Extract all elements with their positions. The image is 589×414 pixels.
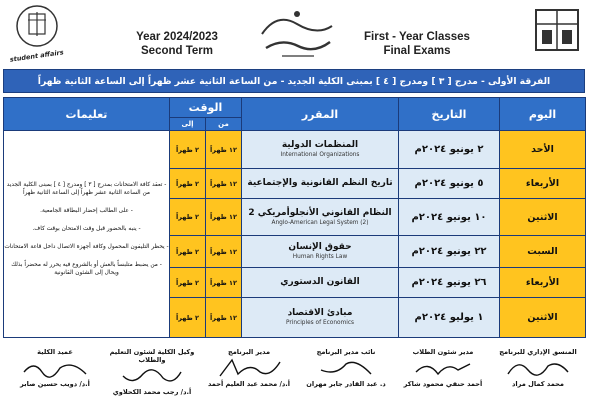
time-to-cell: ٢ ظهراً xyxy=(170,268,206,298)
time-to-cell: ٢ ظهراً xyxy=(170,236,206,268)
header-notes: تعليمات xyxy=(4,98,170,131)
handwritten-signature xyxy=(311,356,381,380)
course-cell xyxy=(242,268,399,298)
time-from-cell: ١٢ ظهراً xyxy=(206,268,242,298)
header-course: المقرر xyxy=(242,98,399,131)
course-name-ar: النظام القانوني الأنجلوأمريكي 2 xyxy=(248,207,392,218)
day-cell: الأربعاء xyxy=(500,169,586,199)
table-row xyxy=(4,131,586,169)
course-name-ar: حقوق الإنسان xyxy=(288,242,352,252)
signature-title: وكيل الكلية لشئون التعليم والطلاب xyxy=(109,348,195,364)
header-year-block xyxy=(112,30,242,58)
course-cell xyxy=(242,298,399,338)
instruction-item: - تعقد كافة الامتحانات بمدرج [ ٣ ] ومدرج [ ٤ ] بمبنى الكلية الجديد من الساعة الثانية عشر ظهراً إلى الساعة الثانية ظهراً xyxy=(6,182,167,196)
course-name-ar: المنظمات الدولية xyxy=(281,140,359,150)
date-cell: ٥ يونيو ٢٠٢٤م xyxy=(399,169,500,199)
signature-block xyxy=(199,348,299,388)
signature-name: أ.د/ رجب محمد الكحلاوي xyxy=(112,388,192,396)
course-name-en: Human Rights Law xyxy=(292,254,348,260)
header-time-from: من xyxy=(206,118,242,131)
student-affairs-logo xyxy=(8,2,66,66)
signature-name: أ.د/ دويب حسين صابر xyxy=(20,380,90,388)
instruction-item: - ينبه بالحضور قبل وقت الامتحان بوقت كاف. xyxy=(32,226,141,232)
date-cell: ١ يوليو ٢٠٢٤م xyxy=(399,298,500,338)
header-year: Year 2024/2023 xyxy=(136,31,218,43)
student-affairs-text: student affairs xyxy=(9,48,65,64)
header-exams: Final Exams xyxy=(383,45,451,57)
exam-schedule-table xyxy=(3,97,586,338)
instruction-item: - على الطالب إحضار البطاقة الجامعية. xyxy=(40,208,133,214)
time-to-cell: ٢ ظهراً xyxy=(170,169,206,199)
header-day: اليوم xyxy=(500,98,586,131)
instructions-cell xyxy=(4,131,170,338)
handwritten-signature xyxy=(503,356,573,380)
instruction-item: - من يضبط متلبساً بالغش أو بالشروع فيه يحرر له محضراً بذلك ويحال إلى الشئون القانونية xyxy=(11,262,162,276)
course-name-ar: تاريخ النظم القانونية والإجتماعية xyxy=(247,178,393,188)
handwritten-signature xyxy=(20,356,90,380)
date-cell: ٢٢ يونيو ٢٠٢٤م xyxy=(399,236,500,268)
header-time-to: إلى xyxy=(170,118,206,131)
handwritten-signature xyxy=(117,364,187,388)
signature-title: المنسق الإداري للبرنامج xyxy=(499,348,577,356)
signature-block xyxy=(102,348,202,396)
exam-location-banner: الفرقة الأولى - مدرج [ ٣ ] ومدرج [ ٤ ] بمبنى الكلية الجديد - من الساعة الثانية عشر ظهراً إلى الساعة الثانية ظهراً xyxy=(3,69,585,93)
course-name-en: Principles of Economics xyxy=(285,320,355,326)
time-from-cell: ١٢ ظهراً xyxy=(206,131,242,169)
course-name-ar: القانون الدستوري xyxy=(280,277,360,287)
signature-title: عميد الكلية xyxy=(37,348,73,356)
university-logo xyxy=(530,2,584,62)
signature-title: مدير شئون الطلاب xyxy=(412,348,474,356)
header-time: الوقت xyxy=(170,98,242,118)
handwritten-signature xyxy=(214,356,284,380)
signature-name: محمد كمال مراد xyxy=(512,380,564,388)
signature-block xyxy=(296,348,396,388)
instruction-item: - يحظر التليفون المحمول وكافة أجهزة الاتصال داخل قاعة الامتحانات xyxy=(4,244,169,250)
header-date: التاريخ xyxy=(399,98,500,131)
course-cell xyxy=(242,131,399,169)
time-from-cell: ١٢ ظهراً xyxy=(206,298,242,338)
course-name-ar: مبادئ الاقتصاد xyxy=(287,308,353,318)
day-cell: الاثنين xyxy=(500,199,586,236)
day-cell: السبت xyxy=(500,236,586,268)
day-cell: الأحد xyxy=(500,131,586,169)
handwritten-signature xyxy=(408,356,478,380)
faculty-of-law-logo xyxy=(252,4,342,62)
day-cell: الاثنين xyxy=(500,298,586,338)
time-to-cell: ٢ ظهراً xyxy=(170,199,206,236)
signature-block xyxy=(393,348,493,388)
course-cell xyxy=(242,236,399,268)
time-from-cell: ١٢ ظهراً xyxy=(206,236,242,268)
course-name-en: International Organizations xyxy=(280,152,360,158)
time-to-cell: ٢ ظهراً xyxy=(170,298,206,338)
signature-name: أ.د/ محمد عبد العليم أحمد xyxy=(207,380,291,388)
signature-name: د. عبد القادر جابر مهران xyxy=(306,380,386,388)
header-classes-block xyxy=(352,30,482,58)
signature-block xyxy=(5,348,105,388)
time-to-cell: ٢ ظهراً xyxy=(170,131,206,169)
course-cell xyxy=(242,199,399,236)
header-term: Second Term xyxy=(141,45,213,57)
signature-name: أحمد حنفي محمود شاكر xyxy=(403,380,483,388)
signature-title: مدير البرنامج xyxy=(227,348,271,356)
time-from-cell: ١٢ ظهراً xyxy=(206,169,242,199)
date-cell: ١٠ يونيو ٢٠٢٤م xyxy=(399,199,500,236)
date-cell: ٢ يونيو ٢٠٢٤م xyxy=(399,131,500,169)
day-cell: الأربعاء xyxy=(500,268,586,298)
course-cell xyxy=(242,169,399,199)
signature-block xyxy=(488,348,588,388)
header-classes: First - Year Classes xyxy=(364,31,470,43)
course-name-en: Anglo-American Legal System (2) xyxy=(271,219,369,226)
signature-title: نائب مدير البرنامج xyxy=(316,348,376,356)
date-cell: ٢٦ يونيو ٢٠٢٤م xyxy=(399,268,500,298)
time-from-cell: ١٢ ظهراً xyxy=(206,199,242,236)
